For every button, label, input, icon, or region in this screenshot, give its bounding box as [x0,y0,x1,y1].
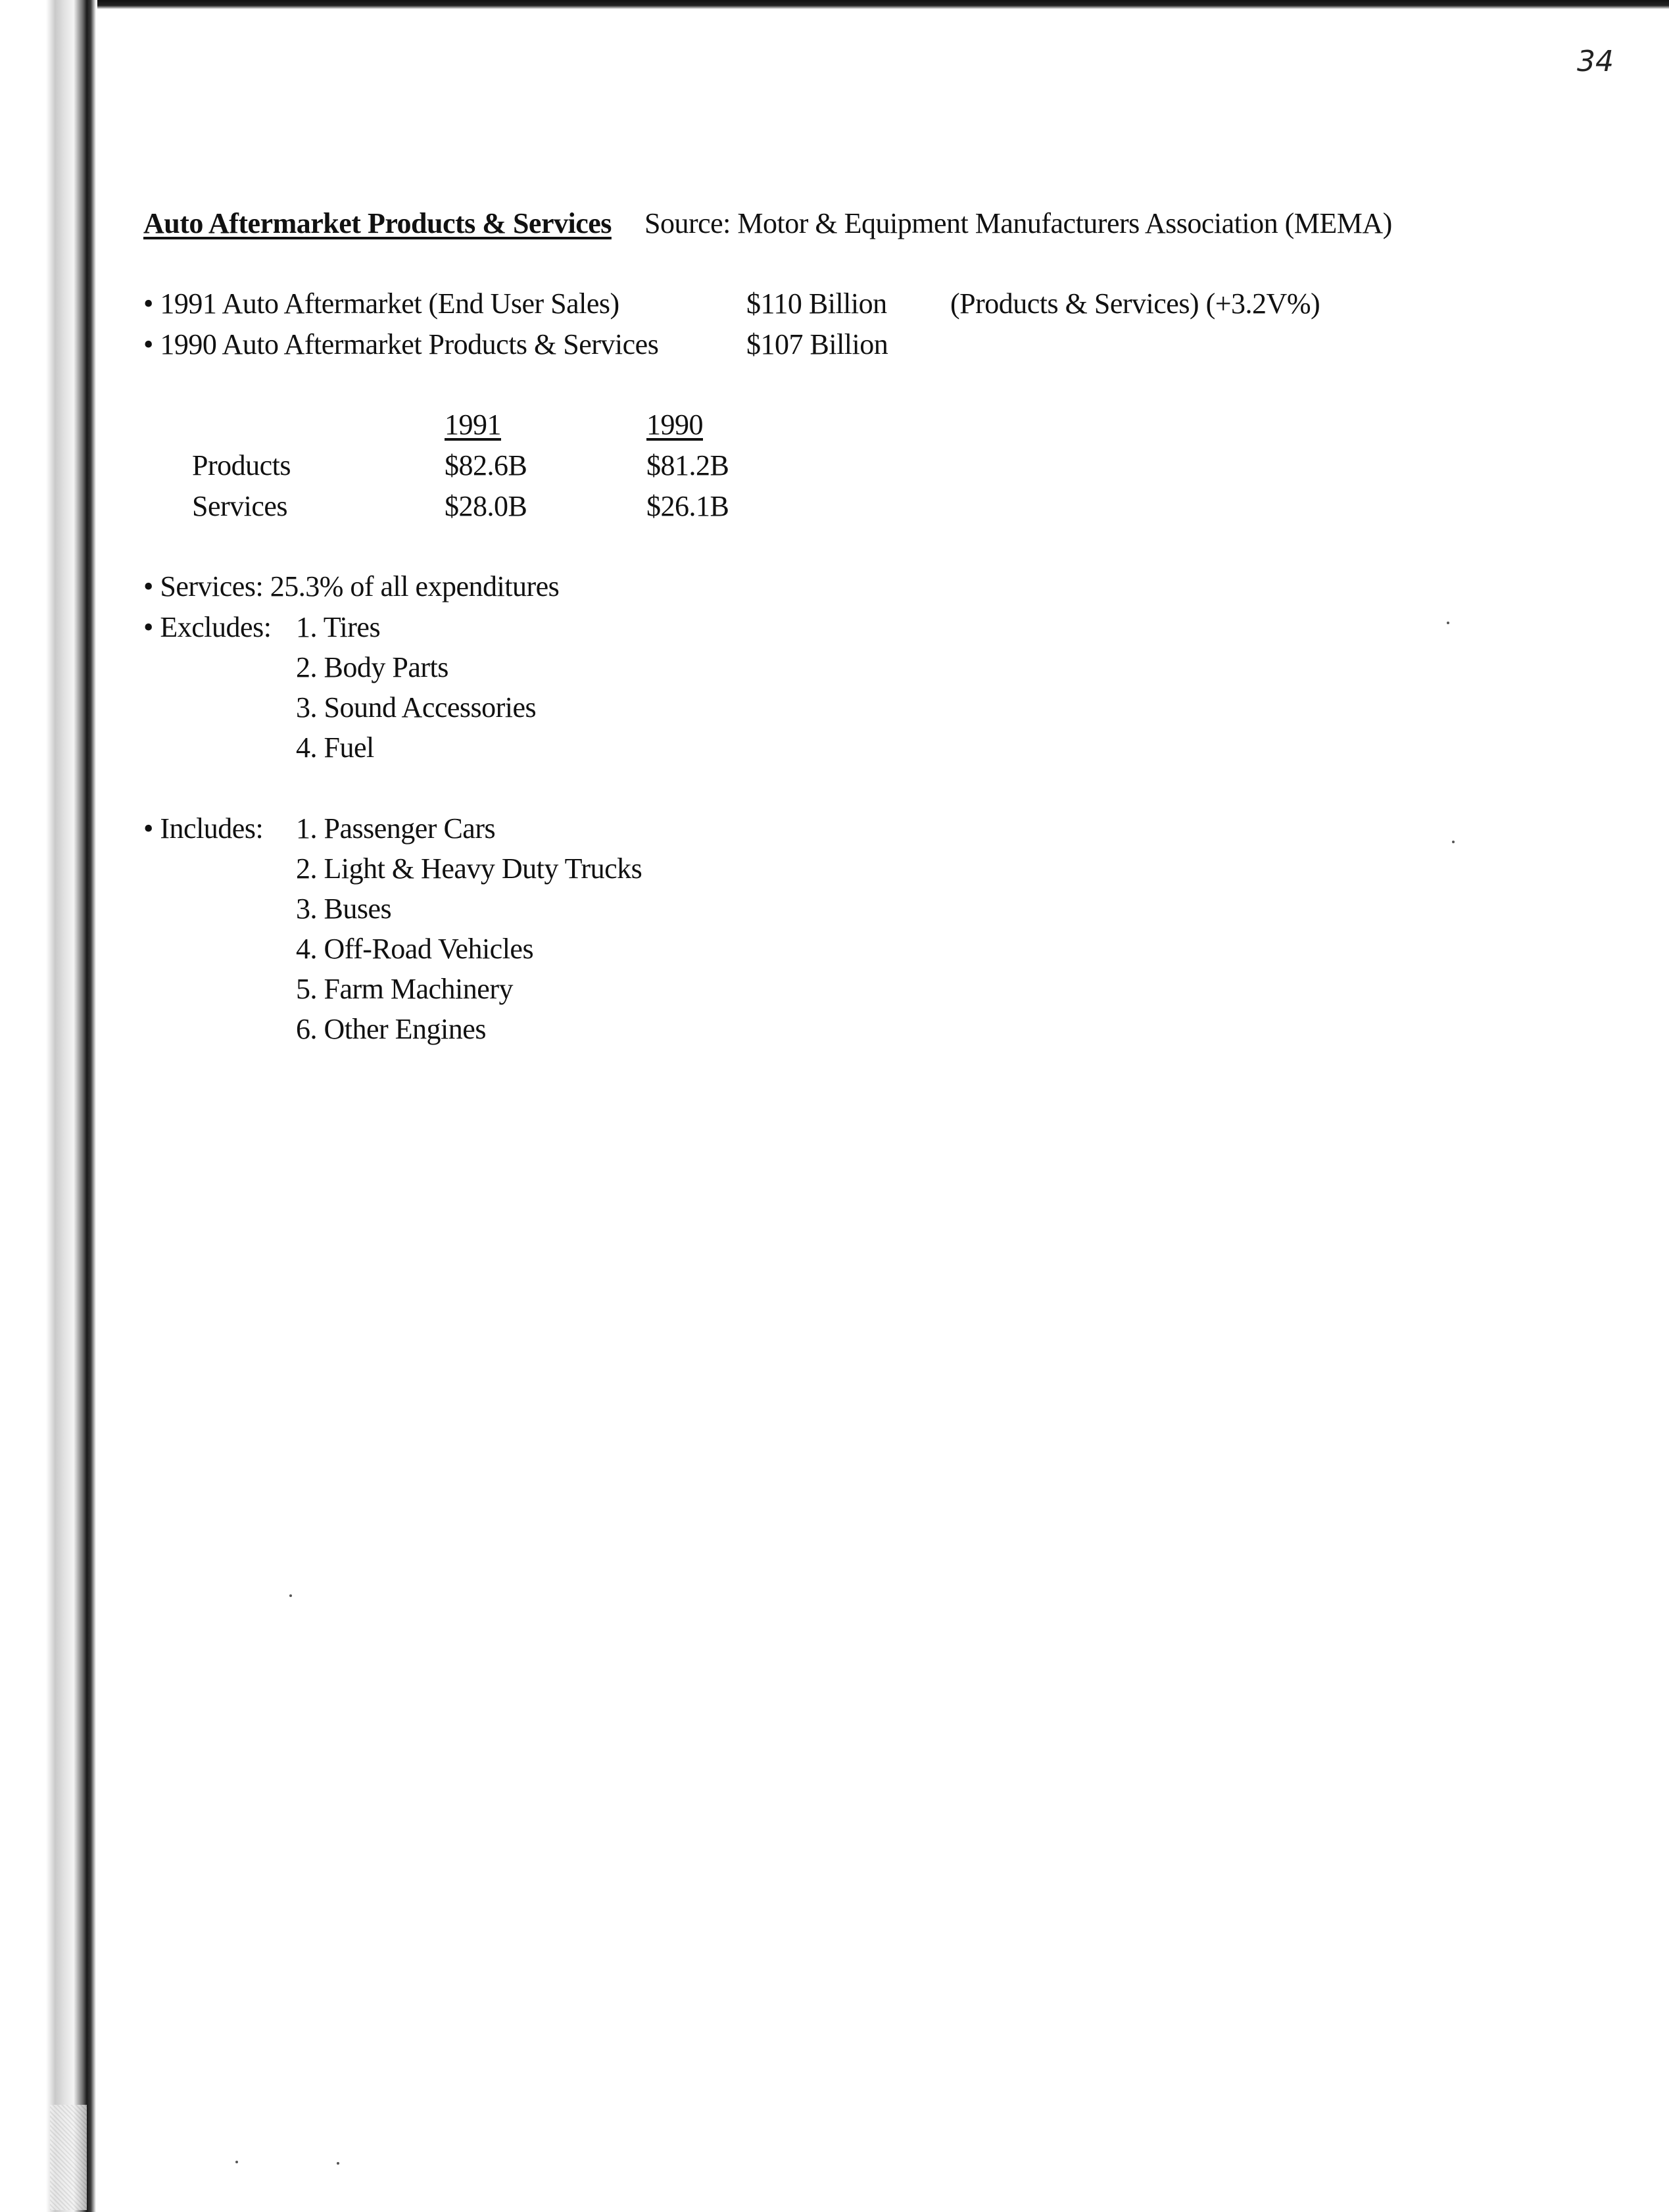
list-item: 5. Farm Machinery [296,973,513,1005]
page-number: 34 [1577,45,1614,78]
scan-speck [1452,841,1455,843]
scan-speck [1447,622,1449,624]
list-item: 1. Tires [296,611,381,643]
summary-bullet-1990: • 1990 Auto Aftermarket Products & Services [143,328,659,360]
list-item: 3. Sound Accessories [296,691,537,724]
list-item: 4. Off-Road Vehicles [296,933,534,965]
amount-1991: $110 Billion [746,287,887,320]
scan-top-edge [0,0,1669,9]
list-item: 6. Other Engines [296,1013,486,1045]
list-item: 1. Passenger Cars [296,812,496,845]
table-column-header: 1990 [646,408,703,441]
summary-bullet-1991: • 1991 Auto Aftermarket (End User Sales) [143,287,619,320]
note-1991: (Products & Services) (+3.2V%) [950,287,1320,320]
list-item: 3. Buses [296,893,392,925]
scan-binding-strip [0,0,97,2212]
services-share-bullet: • Services: 25.3% of all expenditures [143,570,560,602]
source-citation: Source: Motor & Equipment Manufacturers Association (MEMA) [644,207,1392,239]
amount-1990: $107 Billion [746,328,888,360]
list-item: 2. Body Parts [296,651,448,683]
scan-speck [289,1594,292,1597]
table-row-label: Products [192,449,291,481]
excludes-label: • Excludes: [143,611,272,643]
includes-label: • Includes: [143,812,264,845]
scan-speck [235,2161,238,2163]
table-row-label: Services [192,490,288,522]
scan-speck [337,2162,339,2165]
table-cell: $82.6B [445,449,527,481]
table-cell: $28.0B [445,490,527,522]
list-item: 2. Light & Heavy Duty Trucks [296,852,642,885]
document-title: Auto Aftermarket Products & Services [143,207,612,239]
table-cell: $26.1B [646,490,729,522]
table-cell: $81.2B [646,449,729,481]
table-column-header: 1991 [445,408,501,441]
list-item: 4. Fuel [296,731,374,764]
